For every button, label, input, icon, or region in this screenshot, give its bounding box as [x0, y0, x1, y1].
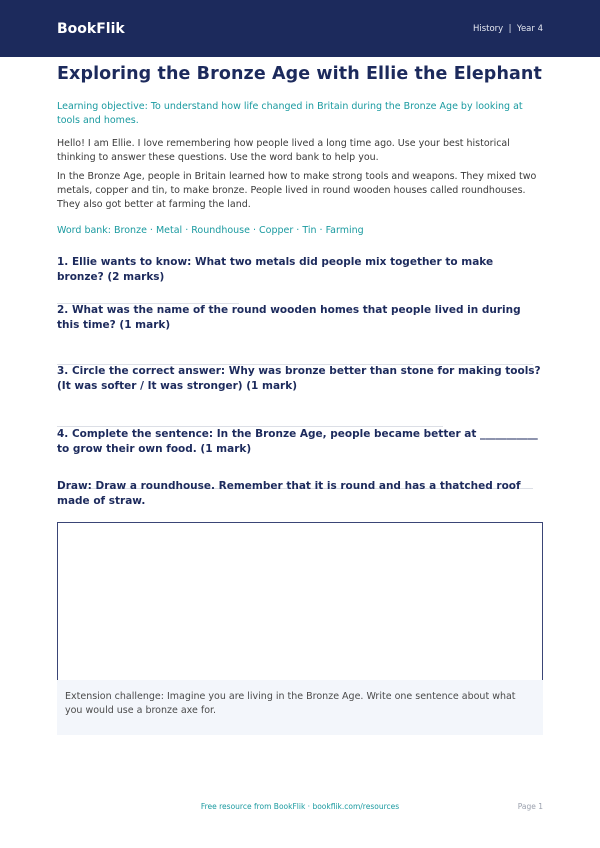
- extension-challenge: Extension challenge: Imagine you are living in the Bronze Age. Write one sentence about what you would use a bronze axe for.: [57, 680, 543, 735]
- drawing-prompt: Draw: Draw a roundhouse. Remember that it is round and has a thatched roof made of straw.: [57, 480, 521, 507]
- question-3: 3. Circle the correct answer: Why was bronze better than stone for making tools? (It was softer / It was stronger) (1 mark): [57, 365, 541, 392]
- question-1: 1. Ellie wants to know: What two metals did people mix together to make bronze? (2 marks): [57, 256, 494, 283]
- drawing-box[interactable]: [57, 522, 543, 681]
- context-paragraph: In the Bronze Age, people in Britain learned how to make strong tools and weapons. They mixed two metals, copper and tin, to make bronze. People lived in round wooden houses called roundhouses. They also got better at farming the land.: [57, 171, 537, 210]
- word-bank: Word bank: Bronze · Metal · Roundhouse · Copper · Tin · Farming: [57, 225, 364, 236]
- learning-objective: Learning objective: To understand how life changed in Britain during the Bronze Age by looking at tools and homes.: [57, 101, 523, 126]
- intro-paragraph: Hello! I am Ellie. I love remembering how people lived a long time ago. Use your best historical thinking to answer these questions. Use the word bank to help you.: [57, 138, 510, 163]
- worksheet-title: Exploring the Bronze Age with Ellie the Elephant: [57, 64, 542, 84]
- brand-logo: BookFlik: [57, 20, 125, 37]
- question-2: 2. What was the name of the round wooden homes that people lived in during this time? (1 mark): [57, 304, 521, 331]
- footer-credit[interactable]: Free resource from BookFlik · bookflik.com/resources: [200, 802, 400, 811]
- question-4: 4. Complete the sentence: In the Bronze Age, people became better at ___________ to grow their own food. (1 mark): [57, 428, 538, 455]
- page-number: Page 1: [517, 802, 543, 811]
- page-header: [0, 0, 600, 57]
- subject-year-label: History | Year 4: [472, 23, 543, 34]
